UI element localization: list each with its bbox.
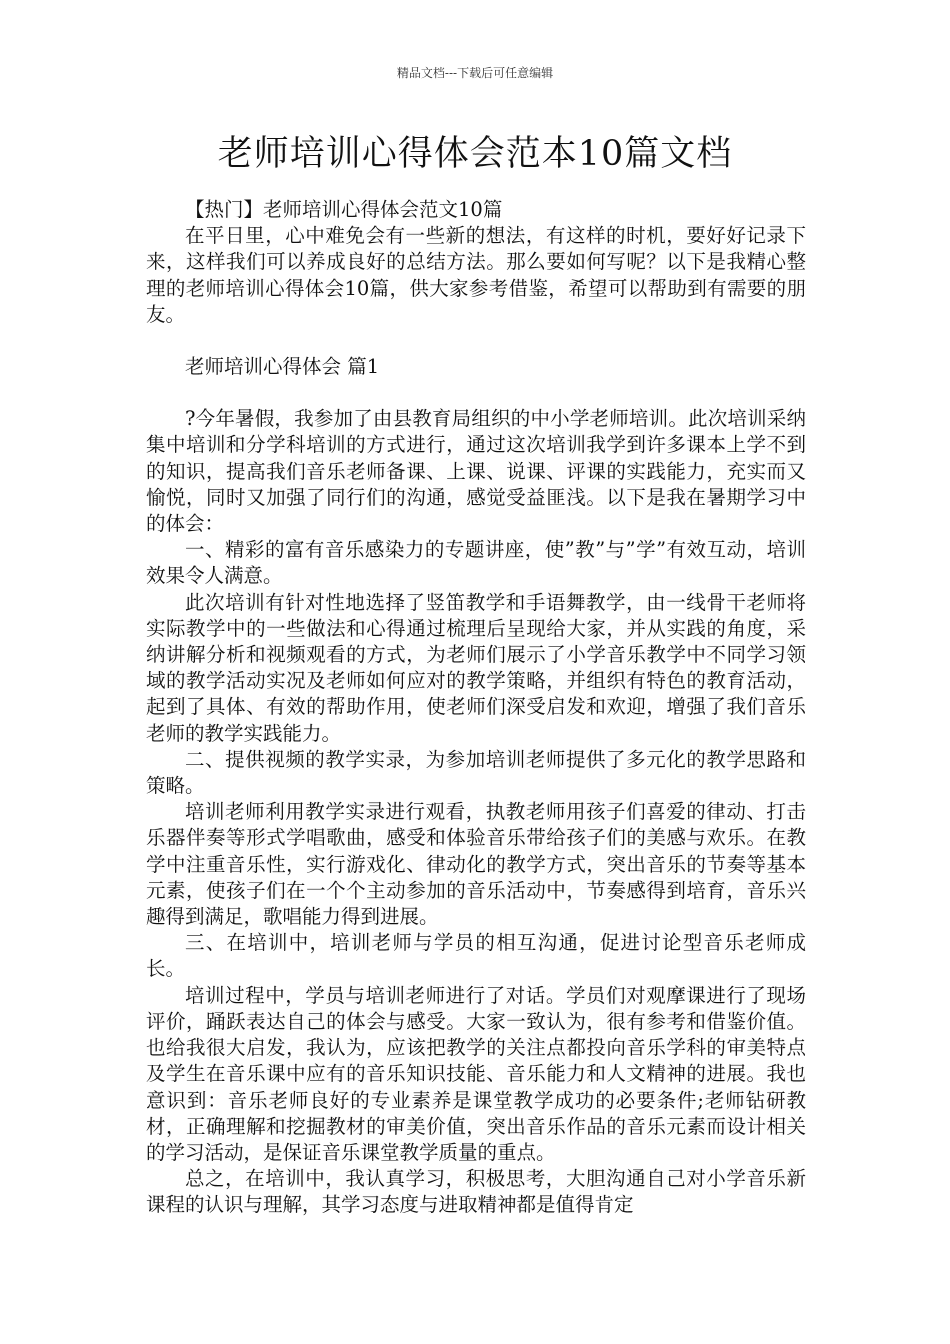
header-note: 精品文档---下载后可任意编辑 — [396, 66, 554, 80]
paragraph: 培训过程中，学员与培训老师进行了对话。学员们对观摩课进行了现场评价，踊跃表达自己的体会与感受。大家一致认为，很有参考和借鉴价值。也给我很大启发，我认为，应该把教学的关注点都投向音乐学科的审美特点及学生在音乐课中应有的音乐知识技能、音乐能力和人文精神的进展。我也意识到：音乐老师良好的专业素养是课堂教学成功的必要条件;老师钻研教材，正确理解和挖掘教材的审美价值，突出音乐作品的音乐元素而设计相关的学习活动，是保证音乐课堂教学质量的重点。 — [146, 983, 806, 1164]
section-heading: 老师培训心得体会 篇1 — [185, 355, 380, 379]
paragraph: 此次培训有针对性地选择了竖笛教学和手语舞教学，由一线骨干老师将实际教学中的一些做法和心得通过梳理后呈现给大家，并从实践的角度，采纳讲解分析和视频观看的方式，为老师们展示了小学音乐教学中不同学习领域的教学活动实况及老师如何应对的教学策略，并组织有特色的教育活动，起到了具体、有效的帮助作用，使老师们深受启发和欢迎，增强了我们音乐老师的教学实践能力。 — [146, 590, 806, 745]
paragraph: 一、精彩的富有音乐感染力的专题讲座，使”教”与”学”有效互动，培训效果令人满意。 — [146, 538, 806, 588]
document-title: 老师培训心得体会范本10篇文档 — [217, 134, 733, 174]
document-body — [146, 197, 806, 1219]
paragraph: ?今年暑假，我参加了由县教育局组织的中小学老师培训。此次培训采纳集中培训和分学科培训的方式进行，通过这次培训我学到许多课本上学不到的知识，提高我们音乐老师备课、上课、说课、评课的实践能力，充实而又愉悦，同时又加强了同行们的沟通，感觉受益匪浅。以下是我在暑期学习中的体会： — [146, 407, 806, 536]
paragraph: 培训老师利用教学实录进行观看，执教老师用孩子们喜爱的律动、打击乐器伴奏等形式学唱歌曲，感受和体验音乐带给孩子们的美感与欢乐。在教学中注重音乐性，实行游戏化、律动化的教学方式，突出音乐的节奏等基本元素，使孩子们在一个个主动参加的音乐活动中，节奏感得到培育，音乐兴趣得到满足，歌唱能力得到进展。 — [146, 800, 806, 929]
paragraph: 三、在培训中，培训老师与学员的相互沟通，促进讨论型音乐老师成长。 — [146, 931, 806, 981]
intro-paragraph: 在平日里，心中难免会有一些新的想法，有这样的时机，要好好记录下来，这样我们可以养成良好的总结方法。那么要如何写呢？以下是我精心整理的老师培训心得体会10篇，供大家参考借鉴，希望可以帮助到有需要的朋友。 — [146, 224, 806, 326]
paragraph: 二、提供视频的教学实录，为参加培训老师提供了多元化的教学思路和策略。 — [146, 747, 806, 798]
paragraph: 总之，在培训中，我认真学习，积极思考，大胆沟通自己对小学音乐新课程的认识与理解，其学习态度与进取精神都是值得肯定 — [146, 1167, 806, 1217]
intro-heading: 【热门】老师培训心得体会范文10篇 — [185, 198, 503, 221]
